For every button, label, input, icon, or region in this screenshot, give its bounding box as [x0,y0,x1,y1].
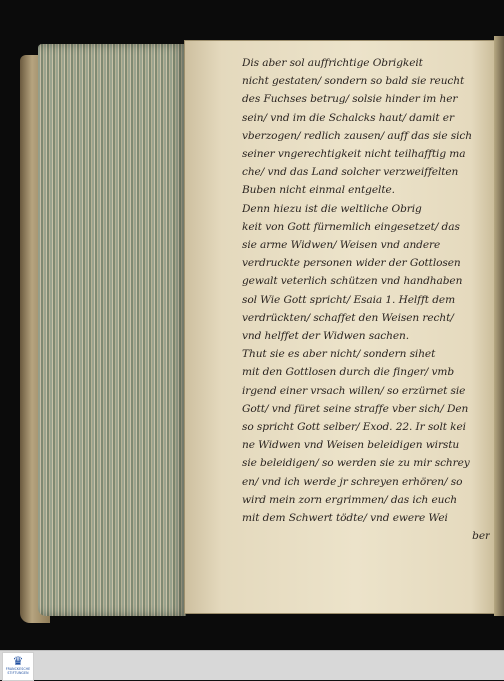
text-line: Denn hiezu ist die weltliche Obrig [242,202,422,215]
catchword: ber [472,530,490,543]
text-line: sie beleidigen/ so werden sie zu mir schrey [242,457,470,470]
page-stack [38,44,186,616]
text-line: des Fuchses betrug/ solsie hinder im her [242,93,458,106]
text-line: Thut sie es aber nicht/ sondern sihet [242,348,436,361]
text-line: che/ vnd das Land solcher verzweiffelten [242,166,459,179]
text-line: verdrückten/ schaffet den Weisen recht/ [242,311,454,324]
page-text [242,54,490,545]
text-line: keit von Gott fürnemlich eingesetzet/ das [242,220,460,233]
text-line: seiner vngerechtigkeit nicht teilhafftig ma [242,148,466,161]
crown-icon: ♛ [12,654,24,668]
text-line: vnd helffet der Widwen sachen. [242,330,410,343]
text-line: en/ vnd ich werde jr schreyen erhören/ so [242,475,463,488]
page-right-edge [494,36,504,616]
text-line: mit dem Schwert tödte/ vnd ewere Wei [242,512,448,525]
text-line: gewalt veterlich schützen vnd handhaben [242,275,463,288]
text-line: verdruckte personen wider der Gottlosen [242,257,461,270]
logo-text-line1: FRANCKESCHE [5,667,31,671]
text-line: so spricht Gott selber/ Exod. 22. Ir solt kei [242,421,466,434]
text-line: Gott/ vnd füret seine straffe vber sich/ Den [242,402,469,415]
text-line: Buben nicht einmal entgelte. [242,184,395,197]
text-line: sein/ vnd im die Schalcks haut/ damit er [242,111,454,124]
logo-text-line2: STIFTUNGEN [7,671,29,675]
text-line: nicht gestaten/ sondern so bald sie reucht [242,75,465,88]
text-line: Dis aber sol auffrichtige Obrigkeit [242,57,423,69]
viewer-footer [0,650,504,680]
text-line: mit den Gottlosen durch die finger/ vmb [242,366,455,379]
text-line: sie arme Widwen/ Weisen vnd andere [242,239,441,252]
text-line: irgend einer vrsach willen/ so erzürnet sie [242,384,466,397]
text-line: vberzogen/ redlich zausen/ auff das sie sich [242,129,472,142]
text-line: sol Wie Gott spricht/ Esaia 1. Helfft dem [242,293,456,306]
institution-logo[interactable] [2,652,34,681]
text-line: ne Widwen vnd Weisen beleidigen wirstu [242,439,460,452]
text-line: wird mein zorn ergrimmen/ das ich euch [242,493,457,506]
